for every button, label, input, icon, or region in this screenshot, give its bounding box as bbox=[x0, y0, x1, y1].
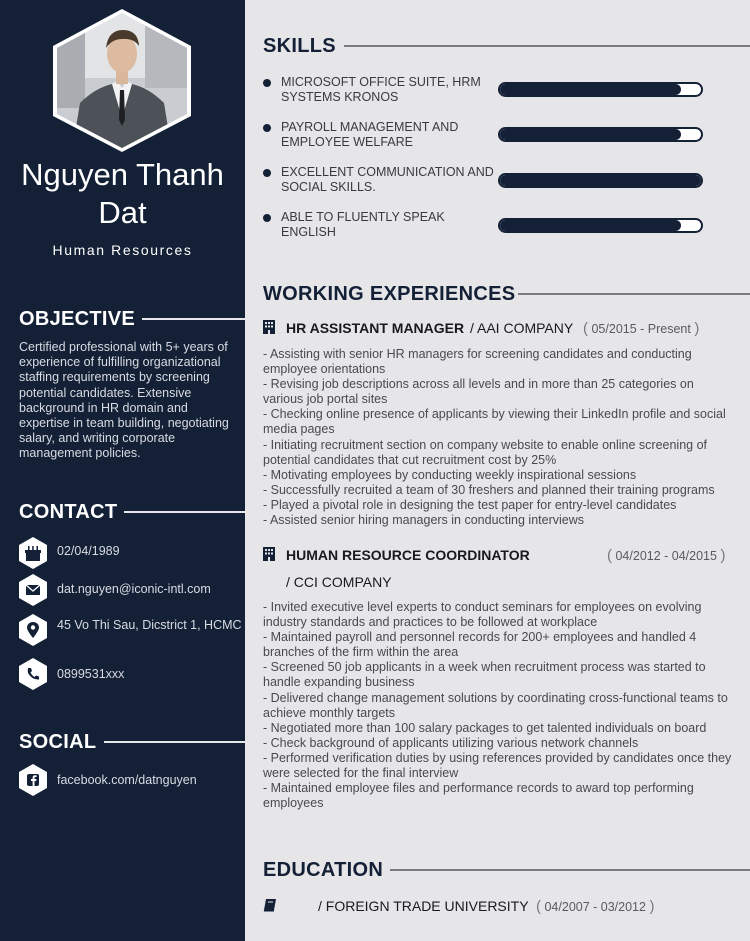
social-item-facebook[interactable] bbox=[19, 764, 239, 796]
contact-divider bbox=[124, 511, 245, 513]
sidebar bbox=[0, 0, 245, 941]
education-school: / FOREIGN TRADE UNIVERSITY bbox=[318, 898, 529, 914]
birthday-cake-icon bbox=[19, 537, 47, 569]
skill-label: EXCELLENT COMMUNICATION AND SOCIAL SKILLS. bbox=[281, 165, 494, 194]
skill-level-bar bbox=[498, 173, 703, 188]
facebook-icon bbox=[19, 764, 47, 796]
skill-level-bar bbox=[498, 218, 703, 233]
list-item: - Invited executive level experts to conduct seminars for employees on evolving industry standards and practices to be followed at workplace bbox=[263, 600, 702, 630]
contact-item-address bbox=[19, 614, 242, 646]
list-item: - Check background of applicants utilizing various network channels bbox=[263, 735, 639, 750]
contact-email[interactable]: dat.nguyen@iconic-intl.com bbox=[57, 582, 211, 596]
book-icon bbox=[263, 898, 277, 912]
job-company: / AAI COMPANY bbox=[470, 320, 574, 336]
contact-item-birthday bbox=[19, 537, 239, 569]
location-pin-icon bbox=[19, 614, 47, 646]
job-title: HR ASSISTANT MANAGER bbox=[286, 320, 465, 336]
list-item: - Negotiated more than 100 salary packages to get talented individuals on board bbox=[263, 720, 707, 735]
education-heading: EDUCATION bbox=[263, 859, 384, 881]
list-item: - Delivered change management solutions by coordinating cross-functional teams to achieve monthly targets bbox=[263, 690, 728, 720]
skill-bullet bbox=[263, 214, 271, 222]
list-item: - Played a pivotal role in designing the test paper for entry-level candidates bbox=[263, 497, 677, 512]
job-company: / CCI COMPANY bbox=[286, 574, 392, 590]
experience-heading: WORKING EXPERIENCES bbox=[263, 283, 516, 305]
skill-bullet bbox=[263, 124, 271, 132]
objective-text: Certified professional with 5+ years of experience of fulfilling organizational staffing requirements by screening potential candidates. Extensive background in HR domain and expertise in team building, negotiating salary, and writing corporate management policies. bbox=[19, 340, 229, 461]
experience-divider bbox=[518, 293, 750, 295]
contact-item-email[interactable] bbox=[19, 574, 239, 606]
phone-icon bbox=[19, 658, 47, 690]
social-facebook[interactable]: facebook.com/datnguyen bbox=[57, 773, 197, 787]
education-date: ( 04/2007 - 03/2012 ) bbox=[536, 898, 655, 915]
contact-birthday: 02/04/1989 bbox=[57, 544, 120, 558]
skill-level-bar bbox=[498, 82, 703, 97]
job-date-text: 05/2015 - Present bbox=[591, 322, 691, 336]
list-item: - Assisted senior hiring managers in conducting interviews bbox=[263, 513, 584, 528]
education-date-text: 04/2007 - 03/2012 bbox=[544, 900, 646, 914]
list-item: - Motivating employees by conducting weekly inspirational sessions bbox=[263, 467, 637, 482]
contact-item-phone[interactable] bbox=[19, 658, 239, 690]
list-item: - Checking online presence of applicants by viewing their LinkedIn profile and social media pages bbox=[263, 407, 726, 437]
job-date: ( 05/2015 - Present ) bbox=[583, 320, 700, 337]
social-divider bbox=[104, 741, 245, 743]
list-item: - Performed verification duties by using references provided by candidates once they were selected for the final interview bbox=[263, 750, 732, 781]
job-responsibilities bbox=[263, 347, 733, 528]
contact-phone[interactable]: 0899531xxx bbox=[57, 667, 125, 681]
skill-item bbox=[263, 75, 723, 109]
skill-item bbox=[263, 120, 723, 154]
skill-label: MICROSOFT OFFICE SUITE, HRM SYSTEMS KRONOS bbox=[281, 75, 481, 104]
list-item: - Screened 50 job applicants in a week when recruitment process was started to handle expanding business bbox=[263, 660, 706, 690]
job-responsibilities bbox=[263, 600, 733, 811]
building-icon bbox=[263, 320, 275, 334]
skill-level-bar bbox=[498, 127, 703, 142]
contact-address: 45 Vo Thi Sau, Dicstrict 1, HCMC bbox=[57, 618, 242, 632]
objective-heading: OBJECTIVE bbox=[19, 308, 136, 330]
list-item: - Successfully recruited a team of 30 freshers and planned their training programs bbox=[263, 482, 715, 497]
profile-name: Nguyen Thanh Dat bbox=[21, 157, 224, 230]
social-heading: SOCIAL bbox=[19, 731, 97, 753]
job-date-text: 04/2012 - 04/2015 bbox=[615, 549, 717, 563]
profile-role: Human Resources bbox=[52, 242, 193, 258]
skill-label: ABLE TO FLUENTLY SPEAK ENGLISH bbox=[281, 210, 445, 239]
skills-heading: SKILLS bbox=[263, 35, 336, 57]
skill-bullet bbox=[263, 79, 271, 87]
profile-photo bbox=[50, 8, 194, 152]
skill-level-fill bbox=[500, 220, 681, 231]
skill-level-fill bbox=[500, 129, 681, 140]
list-item: - Revising job descriptions across all levels and in more than 25 categories on various job portal sites bbox=[263, 377, 694, 407]
skill-label: PAYROLL MANAGEMENT AND EMPLOYEE WELFARE bbox=[281, 120, 459, 149]
skill-item bbox=[263, 165, 723, 199]
skill-item bbox=[263, 210, 723, 244]
list-item: - Initiating recruitment section on company website to enable online screening of potential candidates that cut recruitment cost by 25% bbox=[263, 437, 708, 467]
skills-divider bbox=[344, 45, 750, 47]
education-divider bbox=[390, 869, 750, 871]
building-icon bbox=[263, 547, 275, 561]
skill-bullet bbox=[263, 169, 271, 177]
skill-level-fill bbox=[500, 84, 681, 95]
list-item: - Maintained payroll and personnel records for 200+ employees and handled 4 branches of the firm within the area bbox=[263, 630, 697, 660]
list-item: - Assisting with senior HR managers for screening candidates and conducting employee orientations bbox=[263, 347, 692, 377]
list-item: - Maintained employee files and performance records to award top performing employees bbox=[263, 781, 694, 811]
contact-heading: CONTACT bbox=[19, 501, 118, 523]
job-title: HUMAN RESOURCE COORDINATOR bbox=[286, 547, 530, 563]
job-date: ( 04/2012 - 04/2015 ) bbox=[607, 547, 726, 564]
envelope-icon bbox=[19, 574, 47, 606]
objective-divider bbox=[142, 318, 245, 320]
skill-level-fill bbox=[500, 175, 701, 186]
